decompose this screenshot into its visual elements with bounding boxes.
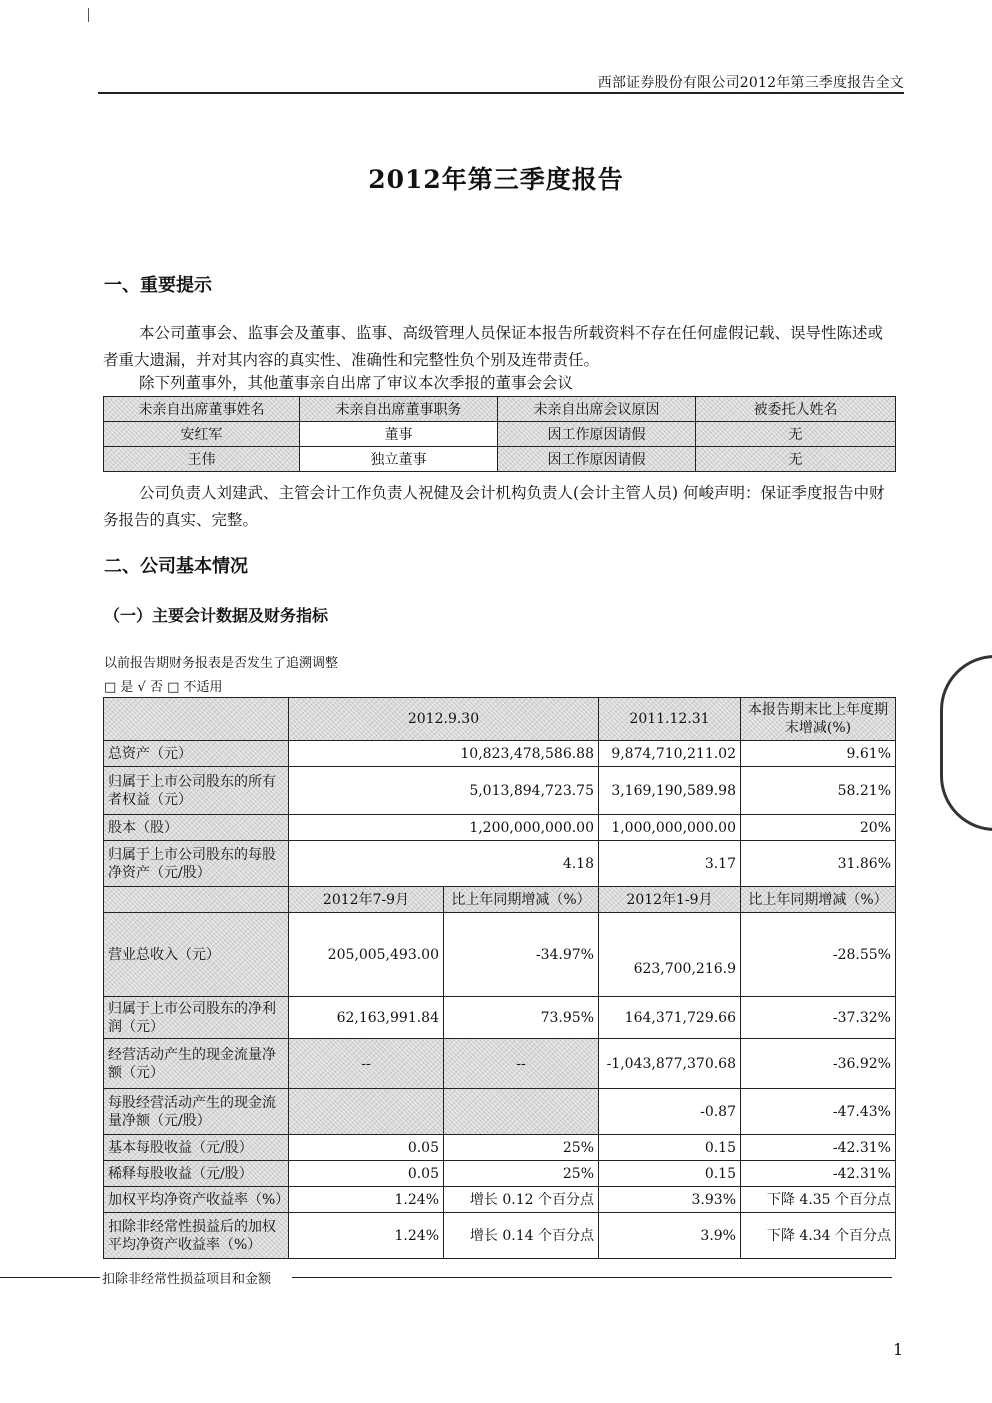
table-cell: 1,200,000,000.00: [289, 815, 599, 841]
row-label: 每股经营活动产生的现金流量净额（元/股）: [104, 1089, 289, 1135]
footer-rule-left: [0, 1277, 100, 1278]
page-number: 1: [893, 1340, 904, 1359]
table-cell: 下降 4.35 个百分点: [741, 1187, 896, 1213]
table-cell: 安红军: [104, 422, 300, 447]
company-seal: [940, 655, 992, 831]
table-cell: 205,005,493.00: [289, 913, 444, 997]
table-row: [104, 447, 896, 472]
row-label: 加权平均净资产收益率（%）: [104, 1187, 289, 1213]
table-cell: 0.15: [599, 1161, 741, 1187]
table-cell: 9.61%: [741, 741, 896, 767]
table-cell: 623,700,216.9: [599, 913, 741, 997]
table-row: [104, 1089, 896, 1135]
row-label: 基本每股收益（元/股）: [104, 1135, 289, 1161]
table-cell: -28.55%: [741, 913, 896, 997]
row-label: 归属于上市公司股东的净利润（元）: [104, 997, 289, 1039]
table-row: [104, 913, 896, 997]
table-row: [104, 1161, 896, 1187]
table-cell: -47.43%: [741, 1089, 896, 1135]
row-label: 股本（股）: [104, 815, 289, 841]
header-cell: 2012年7-9月: [289, 887, 444, 913]
table-cell: -34.97%: [444, 913, 599, 997]
header-cell: 被委托人姓名: [696, 397, 896, 422]
table-row: [104, 741, 896, 767]
page-title: 2012年第三季度报告: [368, 165, 624, 194]
table-cell: [289, 1089, 444, 1135]
absent-directors-text: 除下列董事外，其他董事亲自出席了审议本次季报的董事会会议: [139, 374, 574, 392]
table-cell: 1.24%: [289, 1187, 444, 1213]
header-cell-text: 2012.9.30: [407, 711, 480, 727]
table-cell: 3.17: [599, 841, 741, 887]
table-row: [104, 1213, 896, 1259]
header-cell: 2012年1-9月: [599, 887, 741, 913]
table-cell: 1.24%: [289, 1213, 444, 1259]
scan-mark: [88, 8, 89, 22]
table-cell: -1,043,877,370.68: [599, 1039, 741, 1089]
table-row: [104, 422, 896, 447]
row-label: 归属于上市公司股东的所有者权益（元）: [104, 767, 289, 815]
row-label: 扣除非经常性损益后的加权平均净资产收益率（%）: [104, 1213, 289, 1259]
table-cell: 25%: [444, 1135, 599, 1161]
header-cell: 未亲自出席董事姓名: [104, 397, 300, 422]
table-cell: 31.86%: [741, 841, 896, 887]
header-rule: [98, 92, 904, 94]
table-cell: 3.93%: [599, 1187, 741, 1213]
table-cell: 因工作原因请假: [498, 447, 696, 472]
table-header-row: [104, 887, 896, 913]
table-cell: 9,874,710,211.02: [599, 741, 741, 767]
row-label: 经营活动产生的现金流量净额（元）: [104, 1039, 289, 1089]
row-label: 归属于上市公司股东的每股净资产（元/股）: [104, 841, 289, 887]
table-row: [104, 815, 896, 841]
table-cell: 无: [696, 422, 896, 447]
section-heading-important-notes: 一、重要提示: [104, 275, 212, 296]
table-cell: 王伟: [104, 447, 300, 472]
responsibility-text: 公司负责人刘建武、主管会计工作负责人祝健及会计机构负责人(会计主管人员) 何峻声明：保证季度报告中财务报告的真实、完整。: [103, 484, 885, 529]
table-cell: 增长 0.14 个百分点: [444, 1213, 599, 1259]
retroactive-adjustment-question: 以前报告期财务报表是否发生了追溯调整: [104, 656, 339, 671]
table-cell: -42.31%: [741, 1135, 896, 1161]
footer-rule-right: [292, 1277, 892, 1278]
header-cell: 比上年同期增减（%）: [741, 887, 896, 913]
table-cell: -36.92%: [741, 1039, 896, 1089]
table-cell: 10,823,478,586.88: [289, 741, 599, 767]
retroactive-adjustment-options: □ 是 √ 否 □ 不适用: [104, 680, 223, 695]
table-row: [104, 1039, 896, 1089]
table-cell: 3,169,190,589.98: [599, 767, 741, 815]
table-cell: 因工作原因请假: [498, 422, 696, 447]
header-cell-2011-12-31: 2011.12.31: [599, 698, 741, 741]
table-row: [104, 767, 896, 815]
nonrecurring-items-caption: 扣除非经常性损益项目和金额: [102, 1268, 271, 1287]
table-row: [104, 1135, 896, 1161]
table-cell: 164,371,729.66: [599, 997, 741, 1039]
absent-directors-table: [103, 396, 896, 472]
table-cell: 独立董事: [300, 447, 498, 472]
header-cell: 未亲自出席董事职务: [300, 397, 498, 422]
table-cell: 20%: [741, 815, 896, 841]
header-cell-change: 本报告期末比上年度期末增减(%): [741, 698, 896, 741]
declaration-paragraph: [103, 320, 898, 374]
header-cell: [104, 698, 289, 741]
table-cell: 0.05: [289, 1161, 444, 1187]
table-row: [104, 997, 896, 1039]
row-label: 总资产（元）: [104, 741, 289, 767]
table-cell: 董事: [300, 422, 498, 447]
table-cell: 3.9%: [599, 1213, 741, 1259]
table-cell: 25%: [444, 1161, 599, 1187]
table-cell: [444, 1089, 599, 1135]
header-cell: 未亲自出席会议原因: [498, 397, 696, 422]
table-row: [104, 1187, 896, 1213]
table-cell: -37.32%: [741, 997, 896, 1039]
row-label: 稀释每股收益（元/股）: [104, 1161, 289, 1187]
table-row: [104, 841, 896, 887]
table-cell: -42.31%: [741, 1161, 896, 1187]
row-label: 营业总收入（元）: [104, 913, 289, 997]
header-cell-2012-9-30: [289, 698, 599, 741]
header-cell: [104, 887, 289, 913]
table-cell: --: [289, 1039, 444, 1089]
table-cell: 无: [696, 447, 896, 472]
table-cell: 58.21%: [741, 767, 896, 815]
table-cell: 0.05: [289, 1135, 444, 1161]
declaration-text: 本公司董事会、监事会及董事、监事、高级管理人员保证本报告所载资料不存在任何虚假记载、误导性陈述或者重大遗漏，并对其内容的真实性、准确性和完整性负个别及连带责任。: [103, 324, 884, 369]
table-cell: 下降 4.34 个百分点: [741, 1213, 896, 1259]
running-header: 西部证券股份有限公司2012年第三季度报告全文: [597, 75, 904, 91]
table-header-row: [104, 698, 896, 741]
responsibility-paragraph: [103, 480, 898, 534]
table-cell: 73.95%: [444, 997, 599, 1039]
financial-indicators-table: [103, 697, 896, 1259]
absent-directors-paragraph: [103, 370, 898, 397]
subsection-heading-financial-indicators: （一）主要会计数据及财务指标: [104, 606, 329, 625]
table-cell: 增长 0.12 个百分点: [444, 1187, 599, 1213]
table-cell: 62,163,991.84: [289, 997, 444, 1039]
table-cell: -0.87: [599, 1089, 741, 1135]
section-heading-company-basics: 二、公司基本情况: [104, 556, 248, 577]
table-cell: 1,000,000,000.00: [599, 815, 741, 841]
table-cell: 4.18: [289, 841, 599, 887]
table-cell: --: [444, 1039, 599, 1089]
header-cell: 比上年同期增减（%）: [444, 887, 599, 913]
table-cell: 0.15: [599, 1135, 741, 1161]
table-cell: 5,013,894,723.75: [289, 767, 599, 815]
table-header-row: [104, 397, 896, 422]
